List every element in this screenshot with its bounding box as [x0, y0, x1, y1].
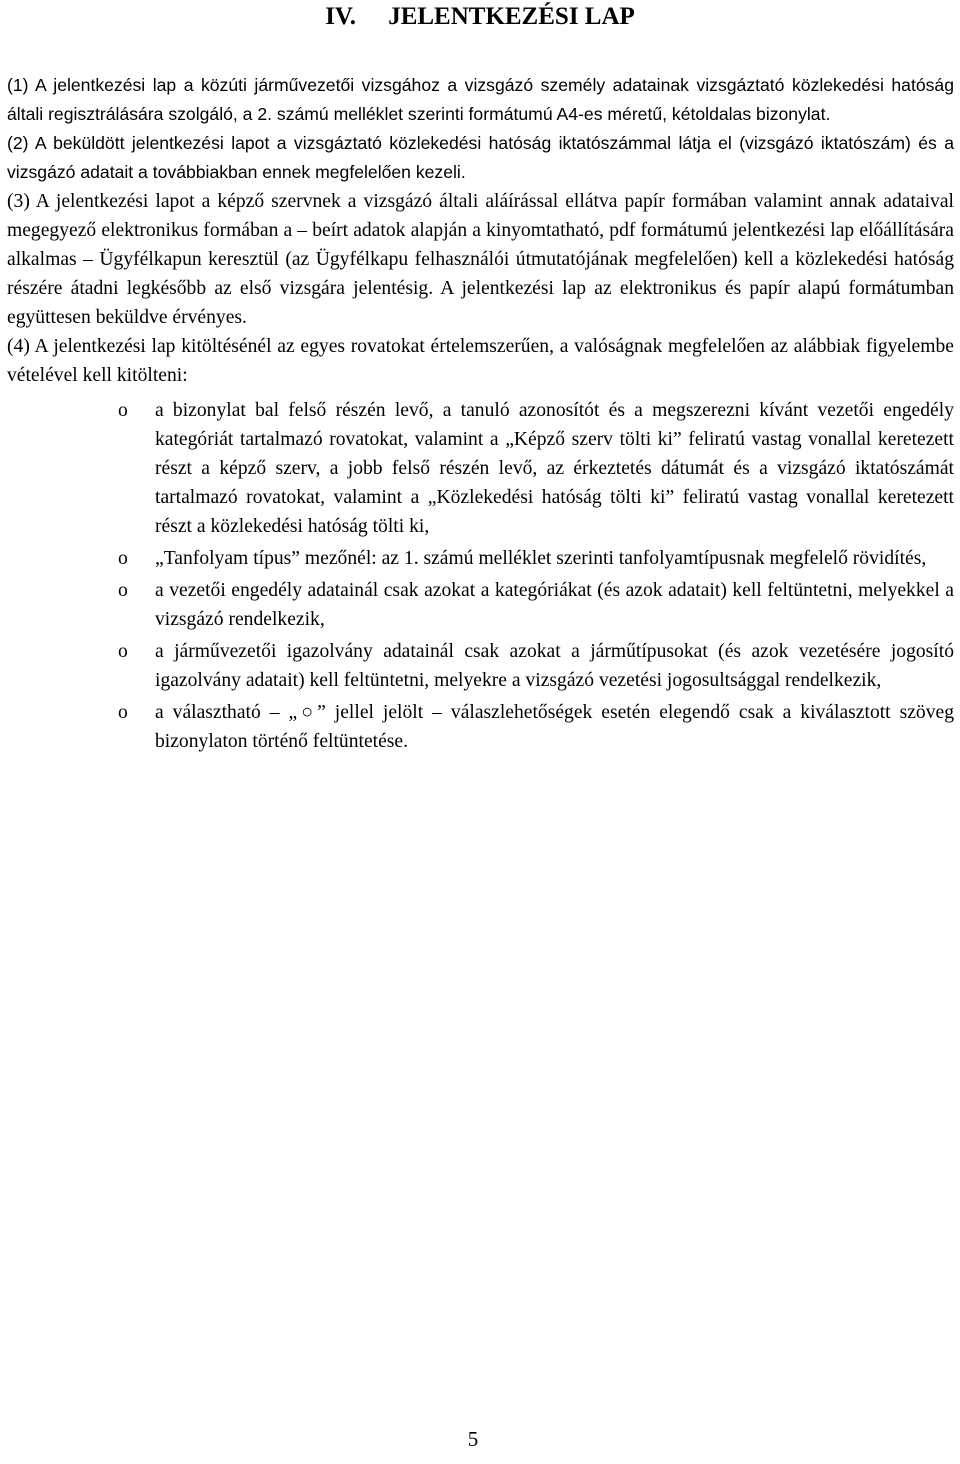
- section-title: JELENTKEZÉSI LAP: [388, 3, 635, 30]
- document-body: [7, 71, 954, 759]
- paragraph-2: (2) A beküldött jelentkezési lapot a vizsgáztató közlekedési hatóság iktatószámmal látja el (vizsgázó iktatószám) és a vizsgázó adatait a továbbiakban ennek megfelelően kezeli.: [7, 133, 954, 182]
- bullet-marker: o: [118, 548, 128, 569]
- list-item-text: a járművezetői igazolvány adatainál csak azokat a járműtípusokat (és azok vezetésére jogosító igazolvány adatait) kell feltüntetni, melyekre a vizsgázó vezetési jogosultsággal rendelkezik,: [155, 641, 954, 691]
- paragraph-3: (3) A jelentkezési lapot a képző szervnek a vizsgázó általi aláírással ellátva papír formában valamint annak adataival megegyező elektronikus formában a – beírt adatok alapján a kinyomtatható, pdf formátumú jelentkezési lap előállítására alkalmas – Ügyfélkapun keresztül (az Ügyfélkapu felhasználói útmutatójának megfelelően) kell a közlekedési hatóság részére átadni legkésőbb az első vizsgára jelentésig. A jelentkezési lap az elektronikus és papír alapú formátumban együttesen beküldve érvényes.: [7, 191, 954, 328]
- list-item-text: „Tanfolyam típus” mezőnél: az 1. számú melléklet szerinti tanfolyamtípusnak megfelelő rövidítés,: [155, 548, 927, 569]
- bullet-marker: o: [118, 580, 128, 601]
- bullet-marker: o: [118, 641, 128, 662]
- instruction-list: [7, 396, 954, 756]
- paragraph-1: (1) A jelentkezési lap a közúti járművezetői vizsgához a vizsgázó személy adatainak vizsgáztató közlekedési hatóság általi regisztrálására szolgáló, a 2. számú melléklet szerinti formátumú A4-es méretű, kétoldalas bizonylat.: [7, 75, 954, 124]
- section-heading: [0, 1, 960, 33]
- paragraph-4: (4) A jelentkezési lap kitöltésénél az egyes rovatokat értelemszerűen, a valóságnak megfelelően az alábbiak figyelembe vételével kell kitölteni:: [7, 336, 954, 386]
- list-item: [7, 698, 954, 756]
- list-item-text: a vezetői engedély adatainál csak azokat a kategóriákat (és azok adatait) kell feltüntetni, melyekkel a vizsgázó rendelkezik,: [155, 580, 954, 630]
- bullet-marker: o: [118, 400, 128, 421]
- list-item: [7, 396, 954, 541]
- list-item: [7, 544, 954, 573]
- list-item-text: a bizonylat bal felső részén levő, a tanuló azonosítót és a megszerezni kívánt vezetői engedély kategóriát tartalmazó rovatokat, valamint a „Képző szerv tölti ki” feliratú vastag vonallal keretezett részt a képző szerv, a jobb felső részén levő, az érkeztetés dátumát és a vizsgázó iktatószámát tartalmazó rovatokat, valamint a „Közlekedési hatóság tölti ki” feliratú vastag vonallal keretezett részt a közlekedési hatóság tölti ki,: [155, 400, 954, 537]
- section-number: IV.: [325, 3, 356, 30]
- list-item-text: a választható – „○” jellel jelölt – válaszlehetőségek esetén elegendő csak a kiválasztott szöveg bizonylaton történő feltüntetése.: [155, 702, 954, 752]
- page-number: 5: [467, 1427, 479, 1451]
- list-item: [7, 637, 954, 695]
- list-item: [7, 576, 954, 634]
- bullet-marker: o: [118, 702, 128, 723]
